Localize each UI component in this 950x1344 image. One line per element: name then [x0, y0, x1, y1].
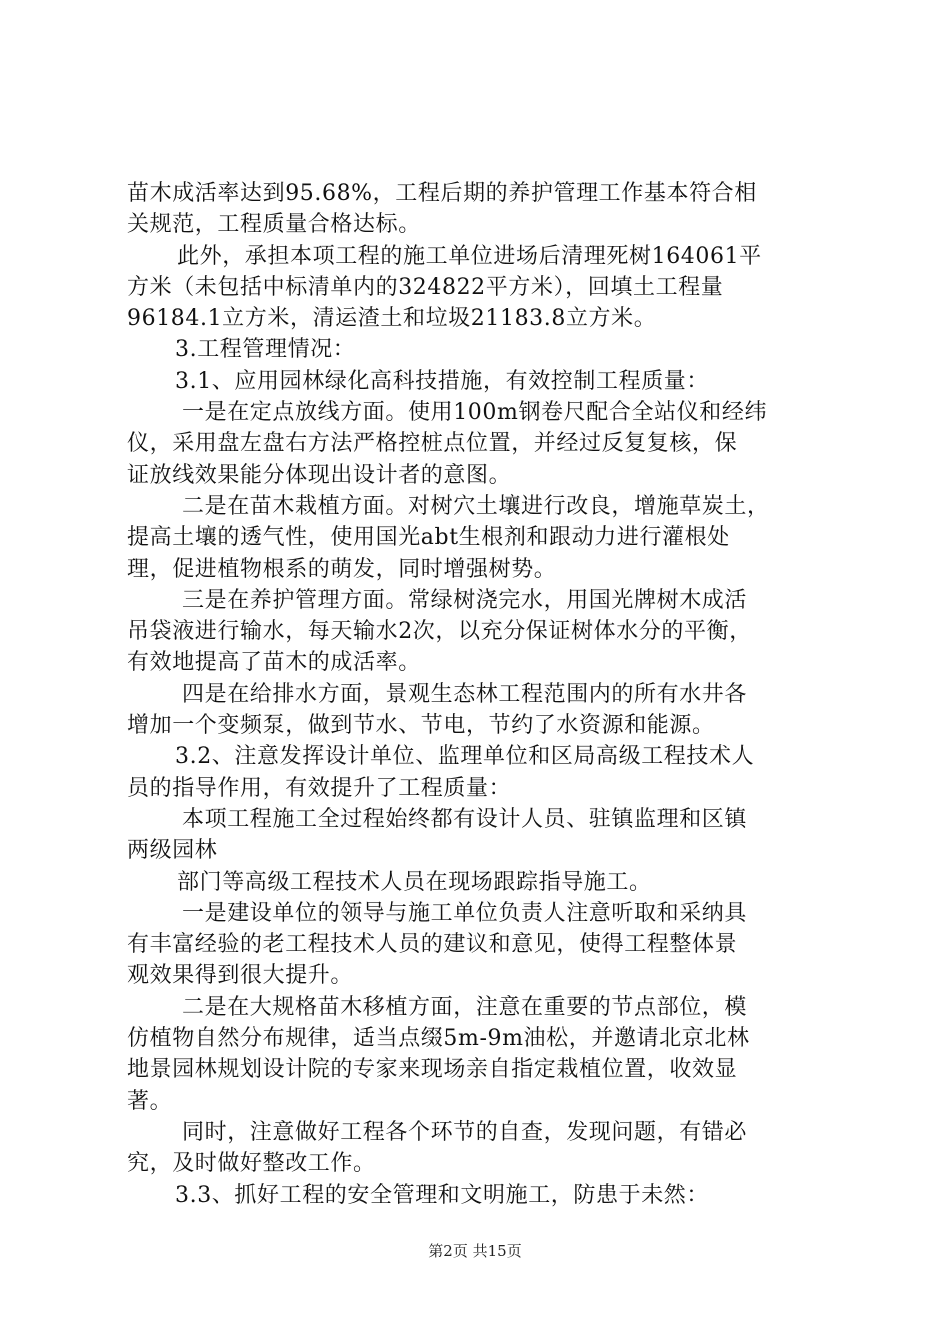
text-line: 两级园林 — [127, 838, 218, 864]
text-line: 96184.1立方米，清运渣土和垃圾21183.8立方米。 — [127, 306, 657, 332]
text-line: 3.1、应用园林绿化高科技措施，有效控制工程质量： — [175, 368, 709, 394]
text-line: 提高土壤的透气性，使用国光abt生根剂和跟动力进行灌根处 — [127, 525, 730, 551]
text-line: 有丰富经验的老工程技术人员的建议和意见，使得工程整体景 — [127, 932, 738, 958]
text-line: 此外，承担本项工程的施工单位进场后清理死树164061平 — [177, 243, 762, 269]
text-line: 本项工程施工全过程始终都有设计人员、驻镇监理和区镇 — [182, 806, 748, 832]
text-line: 3.3、抓好工程的安全管理和文明施工，防患于未然： — [175, 1182, 709, 1208]
text-line: 理，促进植物根系的萌发，同时增强树势。 — [127, 556, 557, 582]
text-line: 二是在苗木栽植方面。对树穴土壤进行改良，增施草炭土， — [182, 493, 770, 519]
text-line: 观效果得到很大提升。 — [127, 963, 354, 989]
text-line: 二是在大规格苗木移植方面，注意在重要的节点部位，模 — [182, 994, 748, 1020]
text-line: 四是在给排水方面，景观生态林工程范围内的所有水井各 — [182, 681, 748, 707]
text-line: 一是在定点放线方面。使用100m钢卷尺配合全站仪和经纬 — [182, 400, 768, 426]
text-line: 3.2、注意发挥设计单位、监理单位和区局高级工程技术人 — [175, 744, 755, 770]
text-line: 仿植物自然分布规律，适当点缀5m-9m油松，并邀请北京北林 — [127, 1026, 750, 1052]
text-line: 苗木成活率达到95.68%，工程后期的养护管理工作基本符合相 — [127, 181, 757, 206]
text-line: 关规范，工程质量合格达标。 — [127, 212, 421, 238]
document-body — [127, 178, 835, 1211]
text-line: 有效地提高了苗木的成活率。 — [127, 650, 421, 676]
text-line: 著。 — [127, 1088, 173, 1114]
page-footer: 第2页 共15页 — [428, 1242, 522, 1260]
text-line: 方米（未包括中标清单内的324822平方米），回填土工程量 — [127, 274, 724, 300]
text-line: 部门等高级工程技术人员在现场跟踪指导施工。 — [177, 869, 652, 895]
text-line: 仪，采用盘左盘右方法严格控桩点位置，并经过反复复核，保 — [127, 431, 738, 457]
text-line: 员的指导作用，有效提升了工程质量： — [127, 775, 512, 801]
text-line: 同时，注意做好工程各个环节的自查，发现问题，有错必 — [182, 1119, 748, 1145]
text-line: 证放线效果能分体现出设计者的意图。 — [127, 462, 512, 488]
text-line: 地景园林规划设计院的专家来现场亲自指定栽植位置，收效显 — [127, 1057, 738, 1083]
text-line: 3.工程管理情况： — [175, 337, 356, 363]
text-line: 究，及时做好整改工作。 — [127, 1151, 376, 1177]
text-line: 增加一个变频泵，做到节水、节电，节约了水资源和能源。 — [127, 713, 715, 739]
text-line: 一是建设单位的领导与施工单位负责人注意听取和采纳具 — [182, 900, 748, 926]
text-line: 三是在养护管理方面。常绿树浇完水，用国光牌树木成活 — [182, 587, 748, 613]
text-line: 吊袋液进行输水，每天输水2次，以充分保证树体水分的平衡， — [127, 619, 752, 645]
